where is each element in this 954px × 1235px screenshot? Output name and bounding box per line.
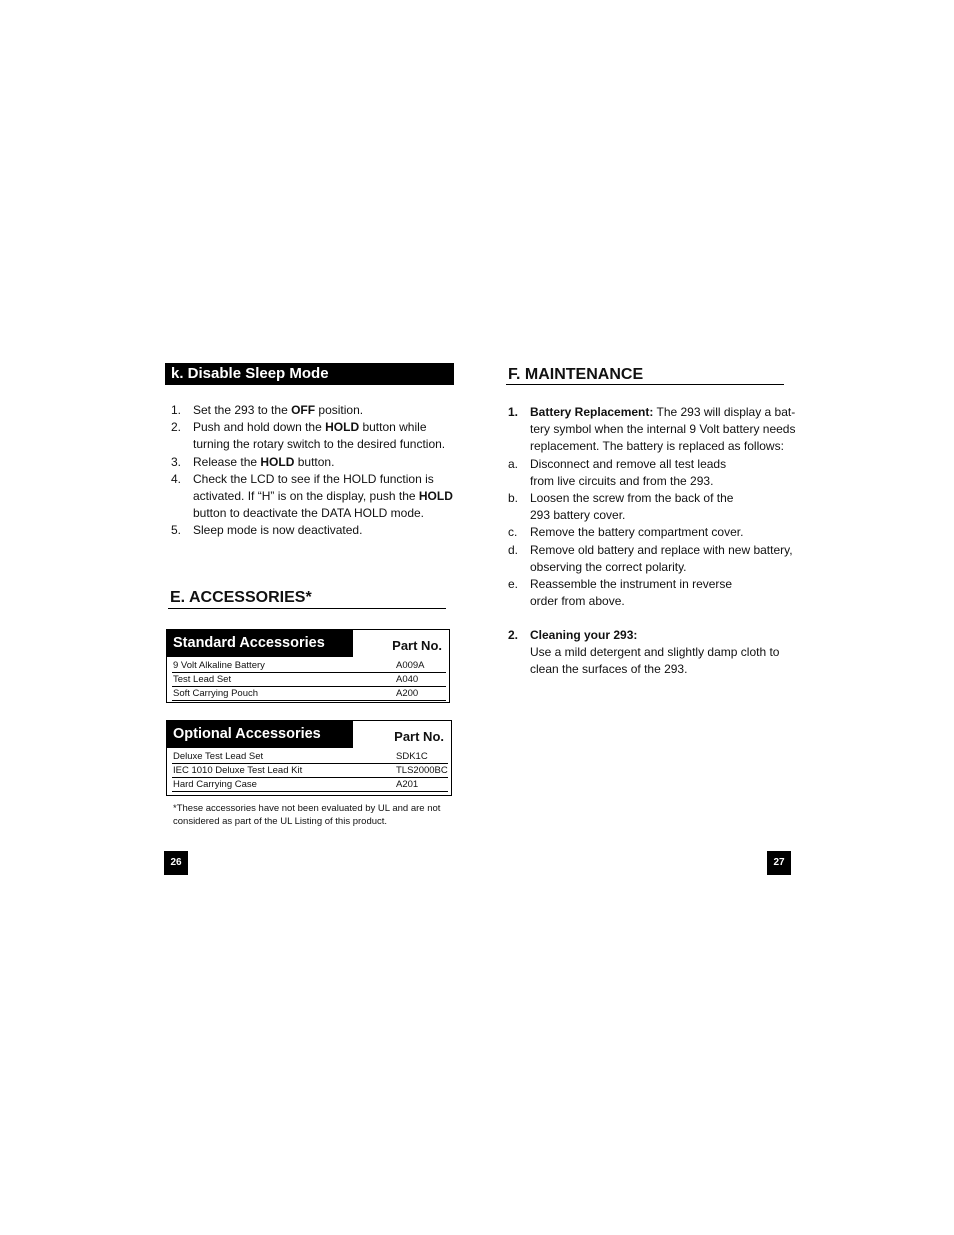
step-number: 2. bbox=[171, 420, 182, 435]
item-text: Remove old battery and replace with new battery, observing the correct polarity. bbox=[530, 542, 793, 574]
item-text: Loosen the screw from the back of the 293 battery cover. bbox=[530, 491, 734, 523]
table-row bbox=[172, 659, 446, 673]
item-marker: 2. bbox=[508, 628, 519, 642]
footnote-line: considered as part of the UL Listing of this product. bbox=[173, 816, 388, 827]
accessories-footnote bbox=[173, 802, 463, 828]
accessory-name: Deluxe Test Lead Set bbox=[173, 751, 264, 762]
accessory-part-number: A200 bbox=[396, 688, 419, 699]
list-item bbox=[171, 471, 456, 523]
footnote-line: *These accessories have not been evaluated by UL and are not bbox=[173, 803, 441, 814]
accessory-name: Test Lead Set bbox=[173, 674, 232, 685]
accessory-name: Soft Carrying Pouch bbox=[173, 688, 259, 699]
sleep-steps-list bbox=[171, 402, 456, 540]
step-text: button to deactivate the DATA HOLD mode. bbox=[193, 506, 425, 521]
step-keyword: HOLD bbox=[260, 454, 295, 469]
step-number: 5. bbox=[171, 523, 182, 538]
list-item bbox=[508, 456, 798, 490]
item-marker: c. bbox=[508, 525, 518, 540]
step-text: button. bbox=[294, 454, 335, 469]
standard-accessories-title: Standard Accessories bbox=[167, 630, 353, 657]
accessory-name: Hard Carrying Case bbox=[173, 779, 257, 790]
standard-rows bbox=[172, 659, 446, 701]
list-item bbox=[508, 576, 798, 610]
sleep-mode-heading: k. Disable Sleep Mode bbox=[165, 363, 454, 385]
step-keyword: HOLD bbox=[325, 420, 360, 435]
list-item bbox=[171, 402, 456, 419]
list-item bbox=[508, 524, 798, 541]
step-number: 1. bbox=[171, 403, 182, 417]
step-text: button while turning the rotary switch to the desired function. bbox=[193, 420, 446, 452]
step-text: Push and hold down the bbox=[193, 420, 326, 435]
accessory-part-number: A201 bbox=[396, 779, 419, 790]
item-marker: d. bbox=[508, 542, 519, 557]
list-item bbox=[508, 490, 798, 524]
step-text: Sleep mode is now deactivated. bbox=[193, 523, 363, 538]
optional-accessories-table bbox=[166, 720, 452, 796]
page-number-left: 26 bbox=[164, 851, 188, 875]
standard-accessories-table bbox=[166, 629, 450, 703]
step-text: Check the LCD to see if the HOLD function is activated. If “H” is on the display, push the bbox=[193, 471, 434, 504]
step-text: position. bbox=[315, 403, 364, 417]
table-row bbox=[172, 750, 448, 764]
cleaning-section bbox=[508, 627, 798, 679]
item-text: Use a mild detergent and slightly damp cloth to clean the surfaces of the 293. bbox=[530, 645, 780, 677]
step-keyword: HOLD bbox=[418, 489, 453, 504]
optional-rows bbox=[172, 750, 448, 792]
accessory-name: 9 Volt Alkaline Battery bbox=[173, 660, 265, 671]
list-item bbox=[171, 454, 456, 471]
accessories-heading: E. ACCESSORIES* bbox=[168, 588, 446, 609]
item-marker: e. bbox=[508, 577, 519, 592]
step-text: Set the 293 to the bbox=[193, 403, 292, 417]
table-row bbox=[172, 778, 448, 792]
item-lead: Cleaning your 293: bbox=[530, 628, 638, 642]
accessory-part-number: TLS2000BC bbox=[396, 765, 448, 776]
accessory-part-number: A040 bbox=[396, 674, 419, 685]
optional-accessories-title: Optional Accessories bbox=[167, 721, 353, 748]
item-marker: b. bbox=[508, 491, 519, 506]
part-number-header: Part No. bbox=[394, 729, 444, 744]
maintenance-list bbox=[508, 404, 798, 610]
list-item bbox=[508, 627, 798, 679]
item-lead: Battery Replacement: bbox=[530, 405, 654, 419]
item-marker: 1. bbox=[508, 405, 519, 419]
table-row bbox=[172, 673, 446, 687]
table-row bbox=[172, 687, 446, 701]
step-text: Release the bbox=[193, 454, 261, 469]
list-item bbox=[508, 404, 798, 456]
accessory-part-number: SDK1C bbox=[396, 751, 428, 762]
item-text: Remove the battery compartment cover. bbox=[530, 525, 744, 540]
accessory-part-number: A009A bbox=[396, 660, 425, 671]
item-text: Reassemble the instrument in reverse order from above. bbox=[530, 577, 733, 609]
step-number: 4. bbox=[171, 471, 182, 486]
maintenance-heading: F. MAINTENANCE bbox=[506, 365, 784, 385]
step-number: 3. bbox=[171, 454, 182, 469]
item-text: The 293 will display a bat- tery symbol when the internal 9 Volt battery needs replacement. The battery is replaced as follows: bbox=[530, 405, 796, 454]
table-row bbox=[172, 764, 448, 778]
step-keyword: OFF bbox=[291, 403, 316, 417]
item-marker: a. bbox=[508, 456, 519, 471]
accessory-name: IEC 1010 Deluxe Test Lead Kit bbox=[173, 765, 303, 776]
page-number-right: 27 bbox=[767, 851, 791, 875]
list-item bbox=[171, 419, 456, 453]
list-item bbox=[508, 542, 798, 576]
item-text: Disconnect and remove all test leads from live circuits and from the 293. bbox=[530, 456, 727, 488]
part-number-header: Part No. bbox=[392, 638, 442, 653]
list-item bbox=[171, 522, 456, 539]
